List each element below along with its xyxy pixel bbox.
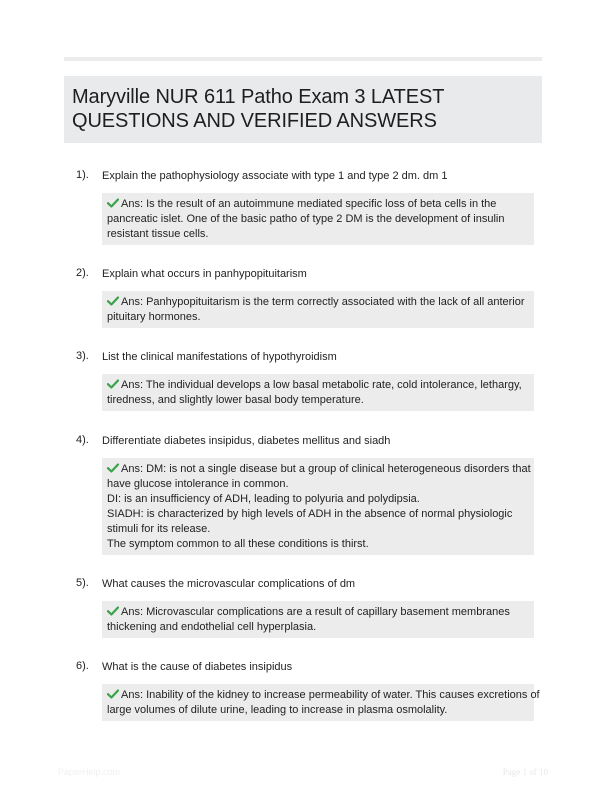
answer-line: Ans: Inability of the kidney to increase permeability of water. This causes excretions of [107,688,529,703]
answer-line: tiredness, and slightly lower basal body temperature. [107,394,364,406]
answer-line: resistant tissue cells. [107,228,209,240]
question-text: Differentiate diabetes insipidus, diabetes mellitus and siadh [102,435,391,447]
answer-box [102,458,534,555]
question-number: 6). [76,660,89,672]
question-text: List the clinical manifestations of hypothyroidism [102,351,337,363]
question-number: 3). [76,350,89,362]
answer-box [102,291,534,328]
answer-box [102,374,534,411]
answer-line: DI: is an insufficiency of ADH, leading to polyuria and polydipsia. [107,493,420,505]
check-icon [107,463,119,473]
answer-line: have glucose intolerance in common. [107,478,289,490]
title-line-2: QUESTIONS AND VERIFIED ANSWERS [72,110,437,132]
check-icon [107,689,119,699]
answer-line: stimuli for its release. [107,523,211,535]
answer-line: large volumes of dilute urine, leading to increase in plasma osmolality. [107,704,448,716]
check-icon [107,198,119,208]
answer-box [102,601,534,638]
answer-line: Ans: Microvascular complications are a result of capillary basement membranes [107,605,529,620]
answer-line: pituitary hormones. [107,311,201,323]
page-number: Page 1 of 10 [502,767,548,777]
answer-line: Ans: DM: is not a single disease but a group of clinical heterogeneous disorders that [107,462,529,477]
question-text: Explain the pathophysiology associate with type 1 and type 2 dm. dm 1 [102,170,448,182]
check-icon [107,606,119,616]
question-number: 4). [76,434,89,446]
question-number: 1). [76,169,89,181]
document-title-block [64,76,542,143]
question-number: 5). [76,577,89,589]
question-text: What causes the microvascular complications of dm [102,578,356,590]
answer-line: The symptom common to all these conditions is thirst. [107,538,369,550]
answer-line: Ans: Panhypopituitarism is the term correctly associated with the lack of all anterior [107,295,529,310]
top-divider [64,57,542,61]
answer-line: pancreatic islet. One of the basic patho of type 2 DM is the development of insulin [107,213,505,225]
answer-line: thickening and endothelial cell hyperplasia. [107,621,317,633]
answer-line: Ans: Is the result of an autoimmune mediated specific loss of beta cells in the [107,197,529,212]
footer-site-watermark: PaperHelp.com [58,767,121,777]
check-icon [107,296,119,306]
answer-line: Ans: The individual develops a low basal metabolic rate, cold intolerance, lethargy, [107,378,529,393]
answer-box [102,193,534,245]
answer-box [102,684,540,721]
answer-line: SIADH: is characterized by high levels of ADH in the absence of normal physiologic [107,508,513,520]
question-text: What is the cause of diabetes insipidus [102,661,293,673]
question-number: 2). [76,267,89,279]
question-text: Explain what occurs in panhypopituitarism [102,268,307,280]
title-line-1: Maryville NUR 611 Patho Exam 3 LATEST [72,86,445,108]
check-icon [107,379,119,389]
document-title [72,85,534,133]
